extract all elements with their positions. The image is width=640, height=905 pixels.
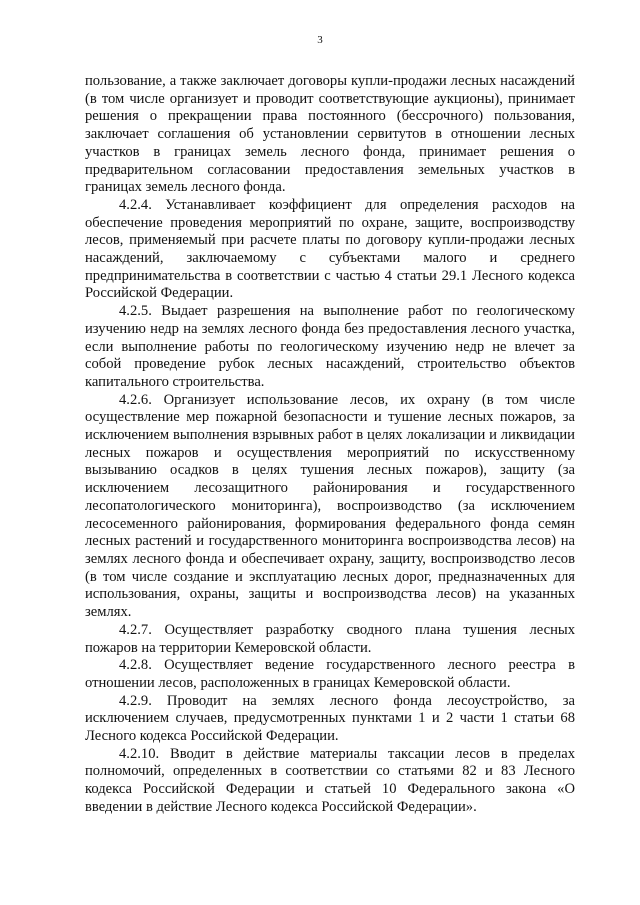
document-body: [85, 73, 575, 817]
paragraph-continuation: пользование, а также заключает договоры купли-продажи лесных насаждений (в том числе организует и проводит соответствующие аукционы), принимает решения о прекращении права постоянного (бессрочного) пользования, заключает соглашения об установлении сервитутов в отношении лесных участков в границах земель лесного фонда, принимает решения о предварительном согласовании предоставления земельных участков в границах земель лесного фонда.: [85, 73, 575, 196]
page-number: 3: [317, 34, 323, 46]
paragraph-4-2-8: 4.2.8. Осуществляет ведение государственного лесного реестра в отношении лесов, расположенных в границах Кемеровской области.: [85, 657, 575, 691]
paragraph-4-2-7: 4.2.7. Осуществляет разработку сводного плана тушения лесных пожаров на территории Кемеровской области.: [85, 621, 575, 656]
paragraph-4-2-9: 4.2.9. Проводит на землях лесного фонда лесоустройство, за исключением случаев, предусмотренных пунктами 1 и 2 части 1 статьи 68 Лесного кодекса Российской Федерации.: [85, 692, 575, 745]
paragraph-4-2-10: 4.2.10. Вводит в действие материалы таксации лесов в пределах полномочий, определенных в соответствии со статьями 82 и 83 Лесного кодекса Российской Федерации и статьей 10 Федерального закона «О введении в действие Лесного кодекса Российской Федерации».: [85, 745, 575, 815]
paragraph-4-2-4: 4.2.4. Устанавливает коэффициент для определения расходов на обеспечение проведения мероприятий по охране, защите, воспроизводству лесов, применяемый при расчете платы по договору купли-продажи лесных насаждений, заключаемому с субъектами малого и среднего предпринимательства в соответствии с частью 4 статьи 29.1 Лесного кодекса Российской Федерации.: [85, 196, 575, 302]
paragraph-4-2-6: 4.2.6. Организует использование лесов, их охрану (в том числе осуществление мер пожарной безопасности и тушение лесных пожаров, за исключением выполнения взрывных работ в целях локализации и ликвидации лесных пожаров и осуществления мероприятий по искусственному вызыванию осадков в целях тушения лесных пожаров), защиту (за исключением лесозащитного районирования и государственного лесопатологического мониторинга), воспроизводство (за исключением лесосеменного районирования, формирования федерального фонда семян лесных растений и государственного мониторинга воспроизводства лесов) на землях лесного фонда и обеспечивает охрану, защиту, воспроизводство лесов (в том числе создание и эксплуатацию лесных дорог, предназначенных для использования, охраны, защиты и воспроизводства лесов) на указанных землях.: [85, 391, 575, 621]
paragraph-4-2-5: 4.2.5. Выдает разрешения на выполнение работ по геологическому изучению недр на землях лесного фонда без предоставления лесного участка, если выполнение работы по геологическому изучению недр не влечет за собой проведение рубок лесных насаждений, строительство объектов капитального строительства.: [85, 303, 575, 390]
